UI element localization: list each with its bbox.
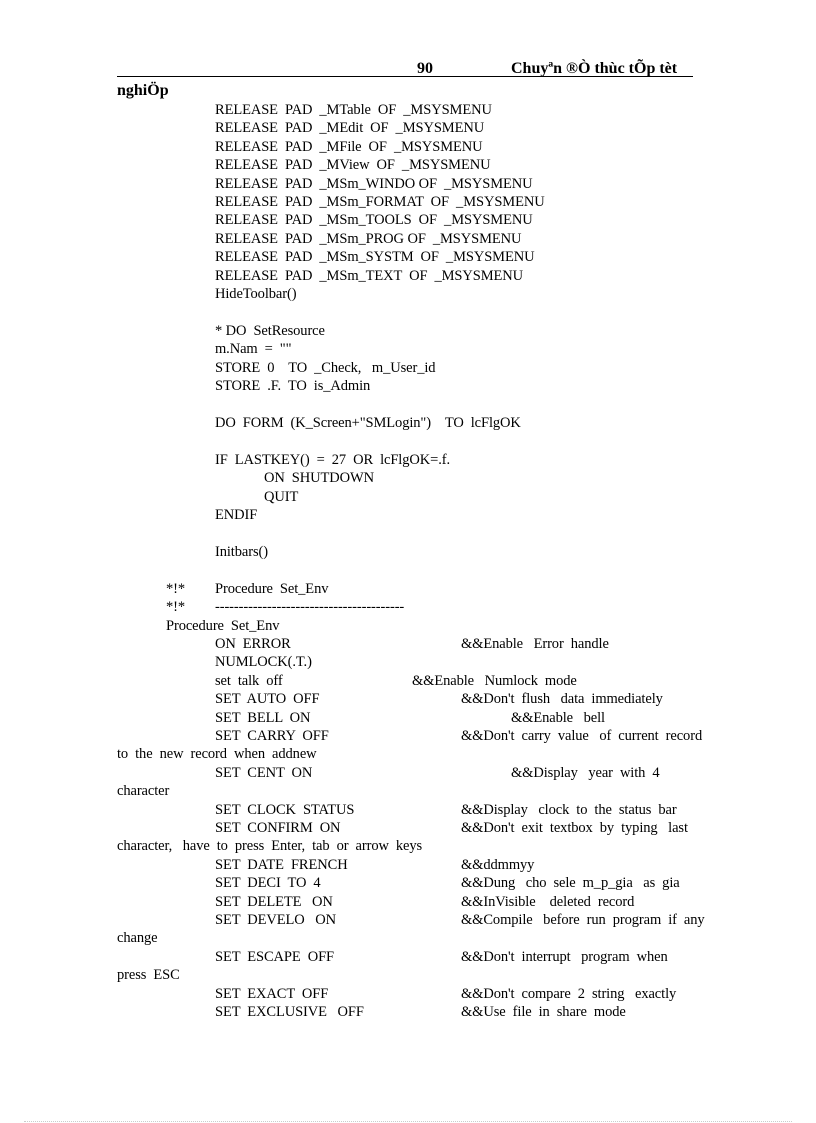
code-line: DO FORM (K_Screen+"SMLogin") TO lcFlgOK	[215, 415, 521, 431]
code-line: RELEASE PAD _MSm_TEXT OF _MSYSMENU	[215, 268, 523, 284]
code-line: SET CONFIRM ON	[215, 820, 341, 836]
code-comment: Procedure Set_Env	[215, 581, 329, 597]
code-line: SET BELL ON	[215, 710, 311, 726]
code-comment: &&Enable Numlock mode	[412, 673, 577, 689]
code-line: SET CLOCK STATUS	[215, 802, 355, 818]
comment-continuation: press ESC	[117, 967, 180, 983]
code-line: SET DECI TO 4	[215, 875, 321, 891]
code-line: IF LASTKEY() = 27 OR lcFlgOK=.f.	[215, 452, 450, 468]
code-line: SET CENT ON	[215, 765, 313, 781]
code-line: HideToolbar()	[215, 286, 297, 302]
code-comment: &&Don't interrupt program when	[461, 949, 668, 965]
code-line: RELEASE PAD _MSm_FORMAT OF _MSYSMENU	[215, 194, 545, 210]
code-line: set talk off	[215, 673, 283, 689]
header-rule	[117, 76, 693, 77]
code-comment: &&Don't compare 2 string exactly	[461, 986, 677, 1002]
code-comment: &&Display year with 4	[511, 765, 660, 781]
code-line: ENDIF	[215, 507, 258, 523]
code-line: SET EXACT OFF	[215, 986, 329, 1002]
code-line: NUMLOCK(.T.)	[215, 654, 312, 670]
code-line: QUIT	[264, 489, 299, 505]
code-comment: * DO SetResource	[215, 323, 325, 339]
code-comment: &&Use file in share mode	[461, 1004, 626, 1020]
code-line: RELEASE PAD _MTable OF _MSYSMENU	[215, 102, 492, 118]
code-comment: &&Compile before run program if any	[461, 912, 705, 928]
code-comment: &&InVisible deleted record	[461, 894, 635, 910]
code-line: STORE .F. TO is_Admin	[215, 378, 371, 394]
comment-continuation: character, have to press Enter, tab or arrow keys	[117, 838, 423, 854]
code-comment: &&Don't exit textbox by typing last	[461, 820, 688, 836]
code-comment: &&Enable Error handle	[461, 636, 609, 652]
code-line: SET DELETE ON	[215, 894, 333, 910]
code-line: ON SHUTDOWN	[264, 470, 374, 486]
code-comment: &&Don't flush data immediately	[461, 691, 663, 707]
code-line: SET DEVELO ON	[215, 912, 336, 928]
code-line: SET CARRY OFF	[215, 728, 329, 744]
procedure-declaration: Procedure Set_Env	[166, 618, 280, 634]
code-line: RELEASE PAD _MSm_TOOLS OF _MSYSMENU	[215, 212, 533, 228]
code-line: SET DATE FRENCH	[215, 857, 348, 873]
code-comment: &&Display clock to the status bar	[461, 802, 677, 818]
code-comment: ----------------------------------------	[215, 599, 405, 615]
code-comment: &&ddmmyy	[461, 857, 535, 873]
code-line: SET EXCLUSIVE OFF	[215, 1004, 364, 1020]
code-line: Initbars()	[215, 544, 268, 560]
code-line: RELEASE PAD _MSm_SYSTM OF _MSYSMENU	[215, 249, 535, 265]
running-title: Chuyªn ®Ò thùc tÕp tèt	[511, 60, 678, 77]
comment-continuation: to the new record when addnew	[117, 746, 317, 762]
code-line: SET ESCAPE OFF	[215, 949, 335, 965]
code-line: SET AUTO OFF	[215, 691, 320, 707]
comment-continuation: character	[117, 783, 170, 799]
comment-marker: *!*	[166, 581, 186, 597]
running-title-continuation: nghiÖp	[117, 82, 169, 99]
code-line: m.Nam = ""	[215, 341, 292, 357]
code-comment: &&Enable bell	[511, 710, 605, 726]
code-line: RELEASE PAD _MSm_WINDO OF _MSYSMENU	[215, 176, 533, 192]
page-bottom-rule	[24, 1121, 792, 1122]
comment-marker: *!*	[166, 599, 186, 615]
comment-continuation: change	[117, 930, 158, 946]
code-line: STORE 0 TO _Check, m_User_id	[215, 360, 436, 376]
code-line: ON ERROR	[215, 636, 291, 652]
code-line: RELEASE PAD _MFile OF _MSYSMENU	[215, 139, 483, 155]
code-line: RELEASE PAD _MView OF _MSYSMENU	[215, 157, 491, 173]
code-comment: &&Don't carry value of current record	[461, 728, 703, 744]
code-line: RELEASE PAD _MEdit OF _MSYSMENU	[215, 120, 485, 136]
code-line: RELEASE PAD _MSm_PROG OF _MSYSMENU	[215, 231, 522, 247]
code-comment: &&Dung cho sele m_p_gia as gia	[461, 875, 680, 891]
page-number: 90	[417, 60, 433, 77]
